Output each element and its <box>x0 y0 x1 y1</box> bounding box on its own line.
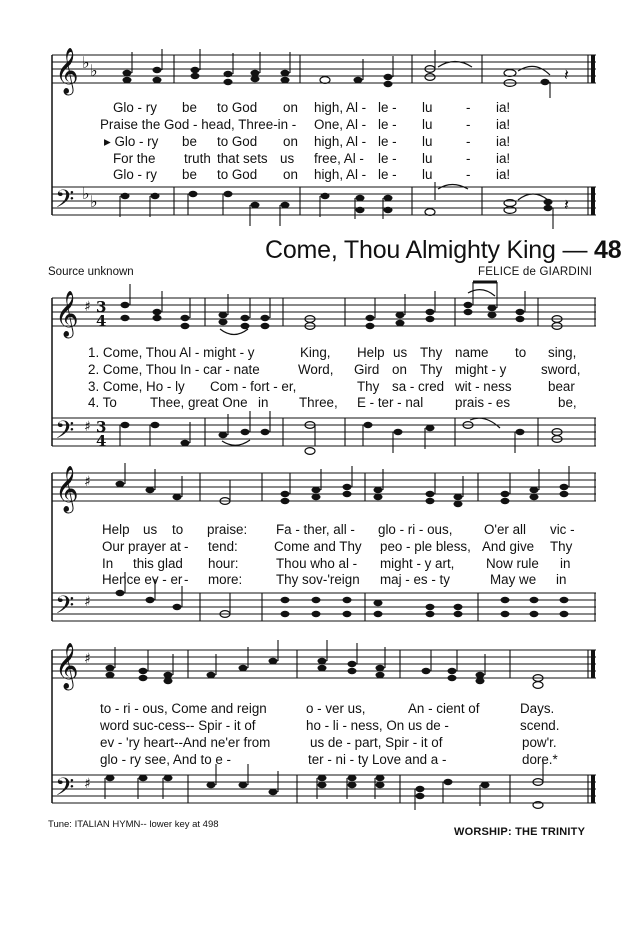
prev-lyric-line-1: Glo - ry be to God on high, Al - le - lu - ia! <box>113 100 511 115</box>
s3-verse-1: to - ri - ous, Come and reign o - ver us, An - cient of Days. <box>100 701 555 716</box>
svg-text:♭: ♭ <box>90 61 98 80</box>
svg-text:3: 3 <box>96 298 107 316</box>
s3-verse-3: ev - 'ry heart--And ne'er from us de - part, Spir - it of pow'r. <box>100 735 557 750</box>
s1-verse-4: 4. To Thee, great One in Three, E - ter - nal prais - es be, <box>88 395 577 410</box>
svg-text:𝄢: 𝄢 <box>55 773 75 808</box>
prev-lyric-line-2: Praise the God - head, Three-in - One, Al - le - lu - ia! <box>100 117 511 132</box>
svg-text:𝄽: 𝄽 <box>564 195 569 214</box>
svg-text:𝄞: 𝄞 <box>55 291 79 337</box>
prev-treble-staff <box>52 55 596 83</box>
svg-text:𝄢: 𝄢 <box>55 416 75 451</box>
svg-text:♭: ♭ <box>90 192 98 211</box>
svg-text:♯: ♯ <box>84 299 91 315</box>
svg-text:𝄞: 𝄞 <box>55 48 79 94</box>
hymn-number: 48 <box>594 236 622 264</box>
svg-text:4: 4 <box>96 432 107 450</box>
svg-text:♭: ♭ <box>82 53 90 72</box>
text-source: Source unknown <box>48 266 134 278</box>
s2-verse-1: Help us to praise: Fa - ther, all - glo - ri - ous, O'er all vic - <box>102 522 575 537</box>
prev-lyric-line-5: Glo - ry be to God on high, Al - le - lu - ia! <box>113 167 511 182</box>
composer: FELICE de GIARDINI <box>478 266 593 278</box>
svg-text:♭: ♭ <box>82 184 90 203</box>
tune-note: Tune: ITALIAN HYMN-- lower key at 498 <box>48 819 219 830</box>
svg-text:𝄽: 𝄽 <box>564 65 569 84</box>
s2-verse-3: In this glad hour: Thou who al - might - y art, Now rule in <box>102 556 571 571</box>
svg-text:♯: ♯ <box>84 651 91 667</box>
prev-lyric-line-4: For the truth that sets us free, Al - le - lu - ia! <box>113 151 511 166</box>
s3-verse-2: word suc-cess-- Spir - it of ho - li - ness, On us de - scend. <box>100 718 560 733</box>
svg-text:𝄞: 𝄞 <box>55 643 79 689</box>
prev-lyric-line-3: ▸ Glo - ry be to God on high, Al - le - lu - ia! <box>104 134 511 149</box>
s2-verse-4: Hence ev - er - more: Thy sov-'reign maj - es - ty May we in <box>102 572 567 587</box>
svg-text:𝄞: 𝄞 <box>55 466 79 512</box>
s1-verse-3: 3. Come, Ho - ly Com - fort - er, Thy sa - cred wit - ness bear <box>88 379 575 394</box>
svg-text:𝄢: 𝄢 <box>55 185 75 220</box>
category-label: WORSHIP: THE TRINITY <box>454 826 586 838</box>
s1-verse-1: 1. Come, Thou Al - might - y King, Help us Thy name to sing, <box>88 345 577 360</box>
title-dash: — <box>562 236 595 264</box>
s2-verse-2: Our prayer at - tend: Come and Thy peo - ple bless, And give Thy <box>102 539 573 554</box>
svg-text:𝄢: 𝄢 <box>55 591 75 626</box>
svg-text:♯: ♯ <box>84 474 91 490</box>
s3-verse-4: glo - ry see, And to e - ter - ni - ty Love and a - dore.* <box>100 752 558 767</box>
svg-text:♯: ♯ <box>84 594 91 610</box>
s1-verse-2: 2. Come, Thou In - car - nate Word, Gird on Thy might - y sword, <box>88 362 581 377</box>
svg-text:4: 4 <box>96 312 107 330</box>
svg-text:♯: ♯ <box>84 776 91 792</box>
svg-text:♯: ♯ <box>84 419 91 435</box>
hymn-title: Come, Thou Almighty King — 48 <box>265 236 622 264</box>
svg-text:3: 3 <box>96 418 107 436</box>
